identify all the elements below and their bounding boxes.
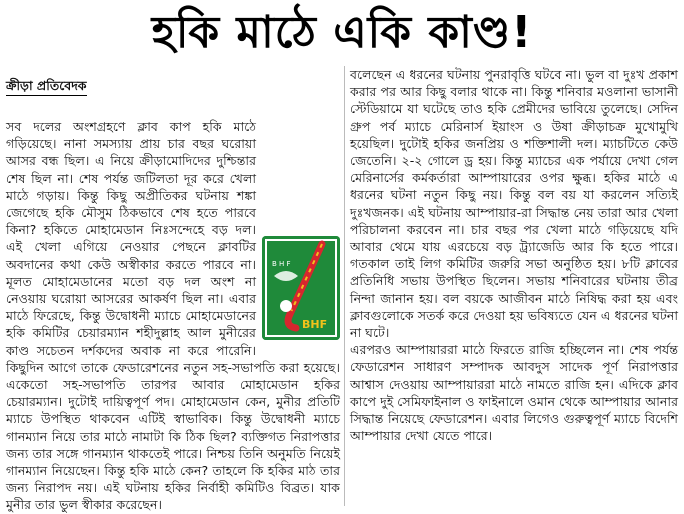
left-column-paragraph: সব দলের অংশগ্রহণে ক্লাব কাপ হকি মাঠে গড়িয়েছে। নানা সমস্যায় প্রায় চার বছর ঘরোয়া আসর বন্ধ ছিল। এ নিয়ে ক্রীড়ামোদিদের দুশ্চিন্তার শেষ ছিল না। শেষ পর্যন্ত জটিলতা দূর করে খেলা মাঠে গড়ায়। কিন্তু কিছু অপ্রীতিকর ঘটনায় শঙ্কা জেগেছে হকি মৌসুম ঠিকভাবে শেষ হতে পারবে কিনা? হকিতে মোহামেডান নিঃসন্দেহে বড় দল। এই খেলা এগিয়ে নেওয়ার পেছনে ক্লাবটির অবদানের কথা কেউ অস্বীকার করতে পারবে না। মূলত মোহামেডানের মতো বড় দল অংশ না নেওয়ায় ঘরোয়া আসরের আকর্ষণ ছিল না। এবার মাঠে ফিরেছে, কিন্তু উদ্বোধনী ম্যাচে মোহামেডানের হকি কমিটির চেয়ারম্যান শহীদুল্লাহ আল মুনীরের কাণ্ড সচেতন দর্শকদের অবাক না করে পারেনি। কিছুদিন আগে তাকে ফেডারেশনের নতুন সহ-সভাপতি করা হয়েছে। একেতো সহ-সভাপতি তারপর আবার মোহামেডান হকির চেয়ারম্যান। দুটোই দায়িত্বপূর্ণ পদ। মোহামেডান কেন, মুনীর প্রতিটি ম্যাচে উপস্থিত থাকবেন এটিই স্বাভাবিক। কিন্তু উদ্বোধনী ম্যাচে গানম্যান নিয়ে তার মাঠে নামাটা কি ঠিক ছিল? ব্যক্তিগত নিরাপত্তার জন্য তার সঙ্গে গানম্যান থাকতেই পারে। নিশ্চয় তিনি অনুমতি নিয়েই গানম্যান নিয়েছেন। কিন্তু হকি মাঠে কেন? তাহলে কি হকির মাঠ তার জন্য নিরাপদ নয়। এই ঘটনায় হকির নির্বাহী কমিটিও বিব্রত। যাক মুনীর তার ভুল স্বীকার করেছেন। xyxy=(6,119,340,513)
hockey-logo-image xyxy=(262,236,340,340)
byline: ক্রীড়া প্রতিবেদক xyxy=(6,78,87,96)
bhf-emblem-icon xyxy=(262,236,340,340)
logo-bottom-text: BHF xyxy=(302,318,328,331)
right-column xyxy=(350,66,678,444)
logo-top-text: B H F xyxy=(272,260,291,268)
right-column-paragraph-1: বলেছেন এ ধরনের ঘটনায় পুনরাবৃত্তি ঘটবে না। ভুল বা দুঃখ প্রকাশ করার পর আর কিছু বলার থাকে না। কিন্তু শনিবার মওলানা ভাসানী স্টেডিয়ামে যা ঘটেছে তাও হকি প্রেমীদের ভাবিয়ে তুলেছে। সেদিন গ্রুপ পর্ব ম্যাচে মেরিনার্স ইয়াংস ও উষা ক্রীড়াচক্র মুখোমুখি হয়েছিল। দুটোই হকির জনপ্রিয় ও শক্তিশালী দল। ম্যাচটিতে কেউ জেতেনি। ২-২ গোলে ড্র হয়। কিন্তু ম্যাচের এক পর্যায়ে দেখা গেল মেরিনার্সের কর্মকর্তারা আম্পায়ারের ওপর ক্ষুব্ধ। হকির মাঠে এ ধরনের ঘটনা নতুন কিছু নয়। কিন্তু বল বয় যা করলেন সত্যিই দুঃখজনক। এই ঘটনায় আম্পায়ার-রা সিদ্ধান্ত নেয় তারা আর খেলা পরিচালনা করবেন না। চার বছর পর খেলা মাঠে গড়িয়েছে যদি আবার থেমে যায় এরচেয়ে বড় ট্র্যাজেডি আর কি হতে পারে। গতকাল তাই লিগ কমিটির জরুরি সভা অনুষ্ঠিত হয়। ৮টি ক্লাবের প্রতিনিধি সভায় উপস্থিত ছিলেন। সভায় শনিবারের ঘটনায় তীব্র নিন্দা জানান হয়। বল বয়কে আজীবন মাঠে নিষিদ্ধ করা হয় এবং ক্লাবগুলোকে সতর্ক করে দেওয়া হয় ভবিষ্যতে যেন এ ধরনের ঘটনা না ঘটে। xyxy=(350,67,678,341)
headline: হকি মাঠে একি কাণ্ড! xyxy=(151,7,533,58)
right-column-paragraph-2: এরপরও আম্পায়াররা মাঠে ফিরতে রাজি হচ্ছিলেন না। শেষ পর্যন্ত ফেডারেশন সাধারণ সম্পাদক আবদুস সাদেক পূর্ণ নিরাপত্তার আশ্বাস দেওয়ায় আম্পায়াররা মাঠে নামতে রাজি হন। এদিকে ক্লাব কাপে দুই সেমিফাইনাল ও ফাইনালে ওমান থেকে আম্পায়ার আনার সিদ্ধান্ত নিয়েছে ফেডারেশন। এবার লিগেও গুরুত্বপূর্ণ ম্যাচে বিদেশি আম্পায়ার দেখা যেতে পারে। xyxy=(350,342,679,444)
bhf-logo xyxy=(262,236,340,348)
left-column xyxy=(6,118,340,514)
column-divider xyxy=(344,66,345,506)
